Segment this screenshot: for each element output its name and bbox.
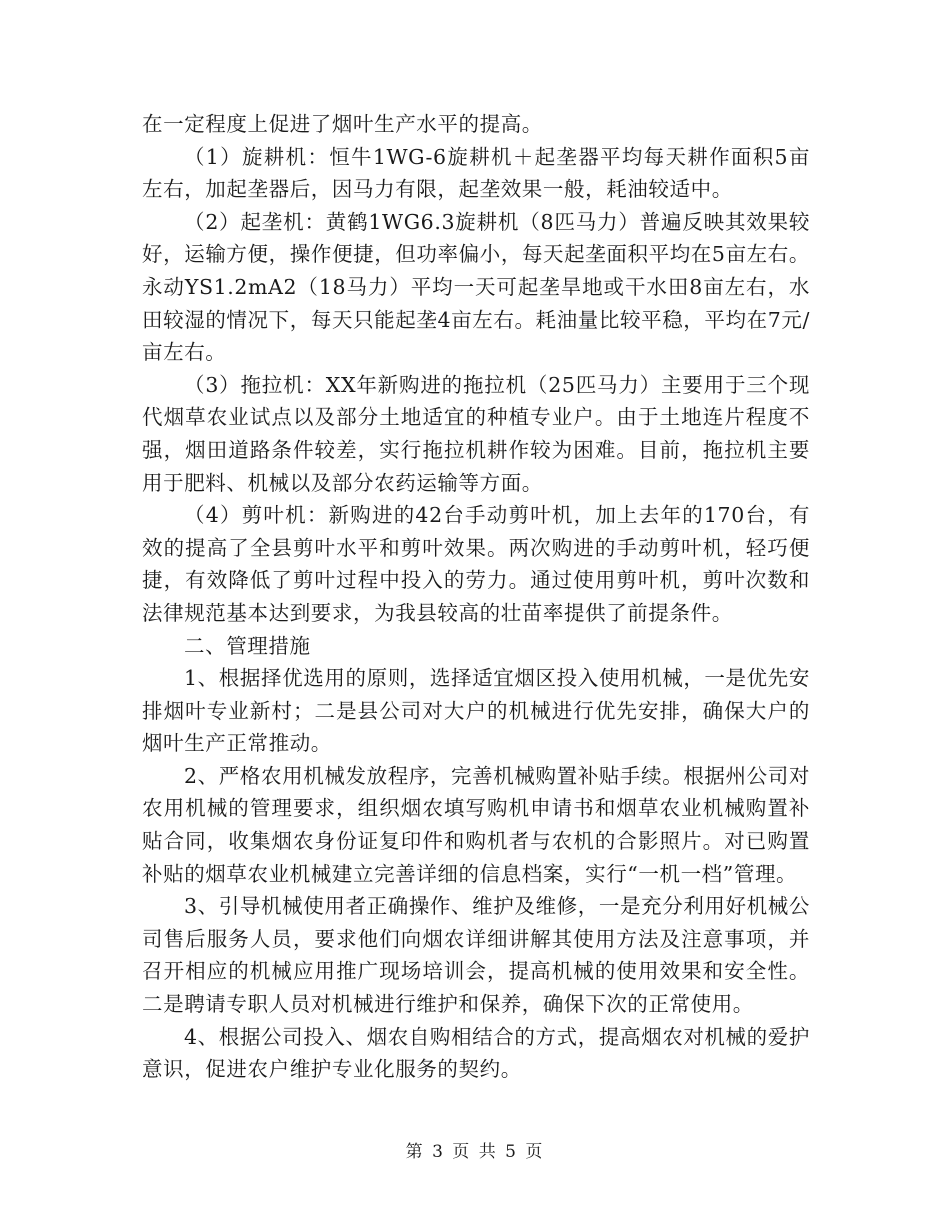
- paragraph: 3、引导机械使用者正确操作、维护及维修，一是充分利用好机械公司售后服务人员，要求他们向烟农详细讲解其使用方法及注意事项，并召开相应的机械应用推广现场培训会，提高机械的使用效果和安全性。二是聘请专职人员对机械进行维护和保养，确保下次的正常使用。: [142, 894, 810, 1017]
- paragraph: 4、根据公司投入、烟农自购相结合的方式，提高烟农对机械的爱护意识，促进农户维护专业化服务的契约。: [142, 1024, 810, 1082]
- paragraph: 2、严格农用机械发放程序，完善机械购置补贴手续。根据州公司对农用机械的管理要求，组织烟农填写购机申请书和烟草农业机械购置补贴合同，收集烟农身份证复印件和购机者与农机的合影照片。对已购置补贴的烟草农业机械建立完善详细的信息档案，实行“一机一档”管理。: [142, 763, 810, 886]
- page-number-footer: 第 3 页 共 5 页: [405, 1142, 545, 1162]
- paragraph: （1）旋耕机：恒牛1WG-6旋耕机＋起垄器平均每天耕作面积5亩左右，加起垄器后，因马力有限，起垄效果一般，耗油较适中。: [142, 144, 810, 202]
- paragraph: 在一定程度上促进了烟叶生产水平的提高。: [142, 112, 543, 136]
- section-heading: 二、管理措施: [184, 633, 311, 658]
- paragraph: （3）拖拉机：XX年新购进的拖拉机（25匹马力）主要用于三个现代烟草农业试点以及部分土地适宜的种植专业户。由于土地连片程度不强，烟田道路条件较差，实行拖拉机耕作较为困难。目前，拖拉机主要用于肥料、机械以及部分农药运输等方面。: [142, 372, 810, 495]
- paragraph: 1、根据择优选用的原则，选择适宜烟区投入使用机械，一是优先安排烟叶专业新村；二是县公司对大户的机械进行优先安排，确保大户的烟叶生产正常推动。: [142, 666, 810, 756]
- document-body: [142, 108, 810, 1086]
- paragraph: （4）剪叶机：新购进的42台手动剪叶机，加上去年的170台，有效的提高了全县剪叶水平和剪叶效果。两次购进的手动剪叶机，轻巧便捷，有效降低了剪叶过程中投入的劳力。通过使用剪叶机，剪叶次数和法律规范基本达到要求，为我县较高的壮苗率提供了前提条件。: [142, 503, 810, 625]
- paragraph: （2）起垄机：黄鹤1WG6.3旋耕机（8匹马力）普遍反映其效果较好，运输方便，操作便捷，但功率偏小，每天起垄面积平均在5亩左右。永动YS1.2mA2（18马力）平均一天可起垄旱地或干水田8亩左右，水田较湿的情况下，每天只能起垄4亩左右。耗油量比较平稳，平均在7元/亩左右。: [142, 209, 810, 365]
